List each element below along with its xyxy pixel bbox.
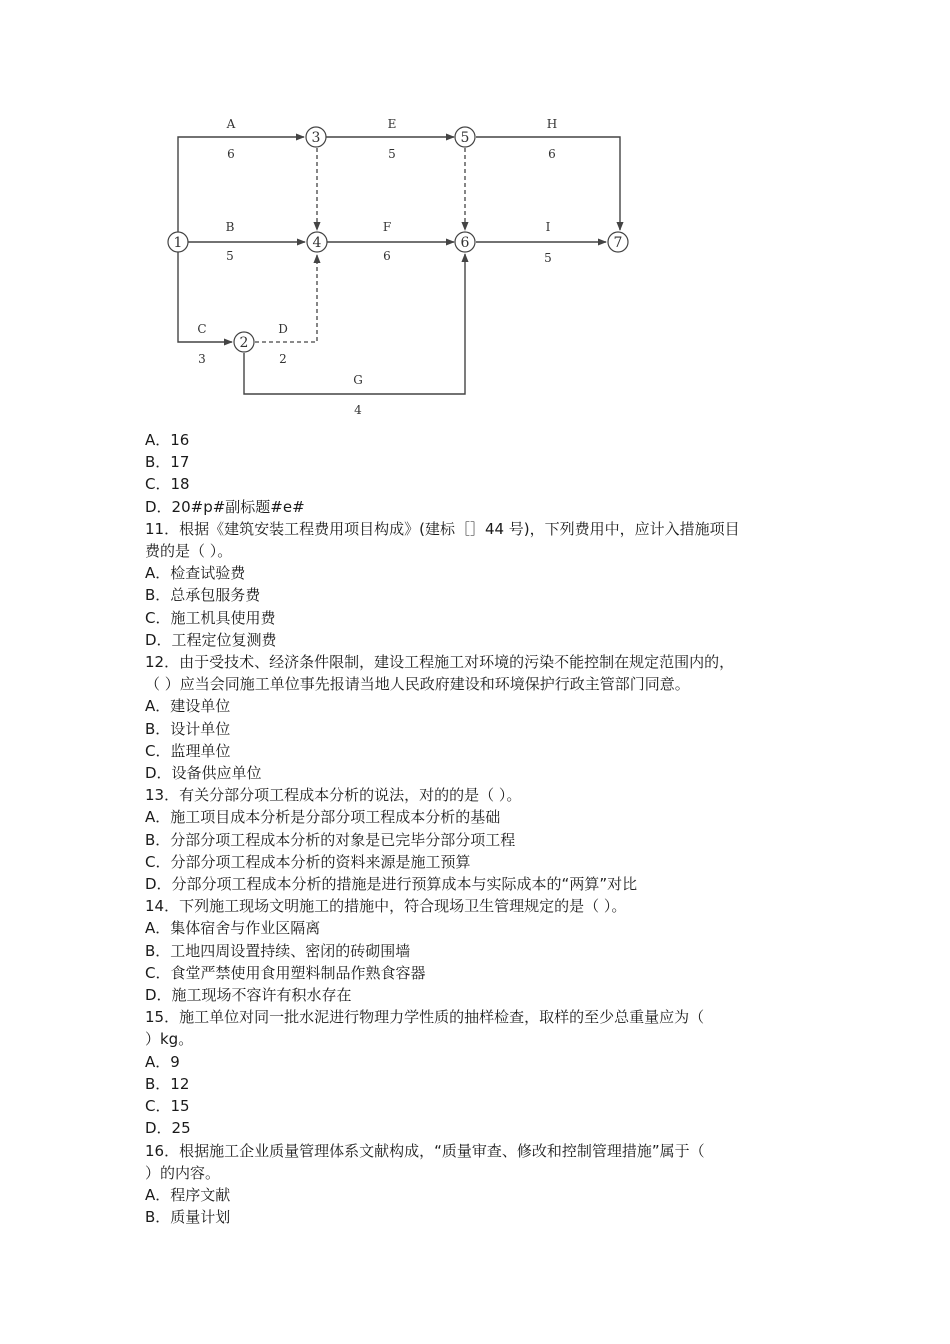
text-line: D．25 [145, 1119, 191, 1138]
node-3 [306, 127, 326, 147]
text-line: A．集体宿舍与作业区隔离 [145, 919, 321, 938]
node-1 [168, 232, 188, 252]
text-line: B．质量计划 [145, 1208, 231, 1227]
node-6 [455, 232, 475, 252]
svg-text:1: 1 [173, 235, 183, 251]
svg-text:4: 4 [312, 235, 322, 251]
text-line: C．食堂严禁使用食用塑料制品作熟食容器 [145, 963, 426, 982]
text-line: C．监理单位 [145, 741, 231, 760]
text-line: B．12 [145, 1074, 190, 1093]
text-line: B．设计单位 [145, 719, 231, 738]
text-line: ）的内容。 [145, 1163, 221, 1182]
text-line: 15．施工单位对同一批水泥进行物理力学性质的抽样检查，取样的至少总重量应为（ [145, 1008, 705, 1027]
label-D: D [278, 322, 288, 336]
text-line: D．20#p#副标题#e# [145, 497, 305, 516]
node-7 [608, 232, 628, 252]
text-line: C．15 [145, 1097, 190, 1116]
text-line: A．16 [145, 431, 190, 449]
svg-text:3: 3 [311, 130, 321, 146]
text-line: A．施工项目成本分析是分部分项工程成本分析的基础 [145, 808, 501, 827]
text-line: D．施工现场不容许有积水存在 [145, 986, 352, 1005]
svg-text:6: 6 [460, 235, 470, 251]
arrow-A [178, 137, 304, 232]
label-C: C [197, 322, 207, 336]
text-line: A．程序文献 [145, 1185, 231, 1204]
svg-text:5: 5 [460, 130, 470, 146]
duration-F: 6 [383, 249, 391, 263]
svg-text:2: 2 [239, 335, 249, 351]
text-line: 16．根据施工企业质量管理体系文献构成，“质量审查、修改和控制管理措施”属于（ [145, 1141, 705, 1160]
label-I: I [545, 220, 551, 234]
question-text [145, 429, 825, 1228]
label-E: E [387, 117, 397, 131]
label-H: H [546, 117, 558, 131]
label-A: A [226, 117, 236, 131]
text-line: D．分部分项工程成本分析的措施是进行预算成本与实际成本的“两算”对比 [145, 875, 638, 894]
duration-G: 4 [354, 403, 362, 417]
node-5 [455, 127, 475, 147]
text-line: ）kg。 [145, 1030, 194, 1049]
text-line: 14．下列施工现场文明施工的措施中，符合现场卫生管理规定的是（ ）。 [145, 897, 627, 916]
text-line: （ ）应当会同施工单位事先报请当地人民政府建设和环境保护行政主管部门同意。 [145, 675, 690, 694]
text-line: D．工程定位复测费 [145, 630, 277, 649]
duration-H: 6 [548, 147, 556, 161]
duration-E: 5 [388, 147, 396, 161]
text-line: 13．有关分部分项工程成本分析的说法，对的的是（ ）。 [145, 786, 522, 805]
text-line: A．检查试验费 [145, 564, 246, 583]
label-G: G [353, 373, 363, 387]
text-line: B．17 [145, 453, 190, 472]
text-line: B．总承包服务费 [145, 586, 261, 605]
text-line: 费的是（ ）。 [145, 542, 233, 561]
node-4 [307, 232, 327, 252]
label-B: B [225, 220, 235, 234]
node-2 [234, 332, 254, 352]
text-line: 11．根据《建筑安装工程费用项目构成》(建标［］44 号)，下列费用中，应计入措施项目 [145, 519, 740, 538]
duration-A: 6 [227, 147, 235, 161]
text-line: C．分部分项工程成本分析的资料来源是施工预算 [145, 852, 471, 871]
duration-B: 5 [226, 249, 234, 263]
text-line: A．9 [145, 1052, 180, 1071]
duration-D: 2 [279, 352, 287, 366]
duration-C: 3 [198, 352, 206, 366]
duration-I: 5 [544, 251, 552, 265]
text-line: A．建设单位 [145, 697, 231, 716]
text-line: 12．由于受技术、经济条件限制，建设工程施工对环境的污染不能控制在规定范围内的， [145, 653, 735, 672]
label-F: F [382, 220, 392, 234]
text-line: C．施工机具使用费 [145, 608, 276, 627]
svg-text:7: 7 [613, 235, 623, 251]
text-line: B．分部分项工程成本分析的对象是已完毕分部分项工程 [145, 830, 516, 849]
network-diagram [160, 110, 640, 420]
text-line: C．18 [145, 475, 190, 494]
text-line: B．工地四周设置持续、密闭的砖砌围墙 [145, 941, 411, 960]
text-line: D．设备供应单位 [145, 764, 262, 783]
